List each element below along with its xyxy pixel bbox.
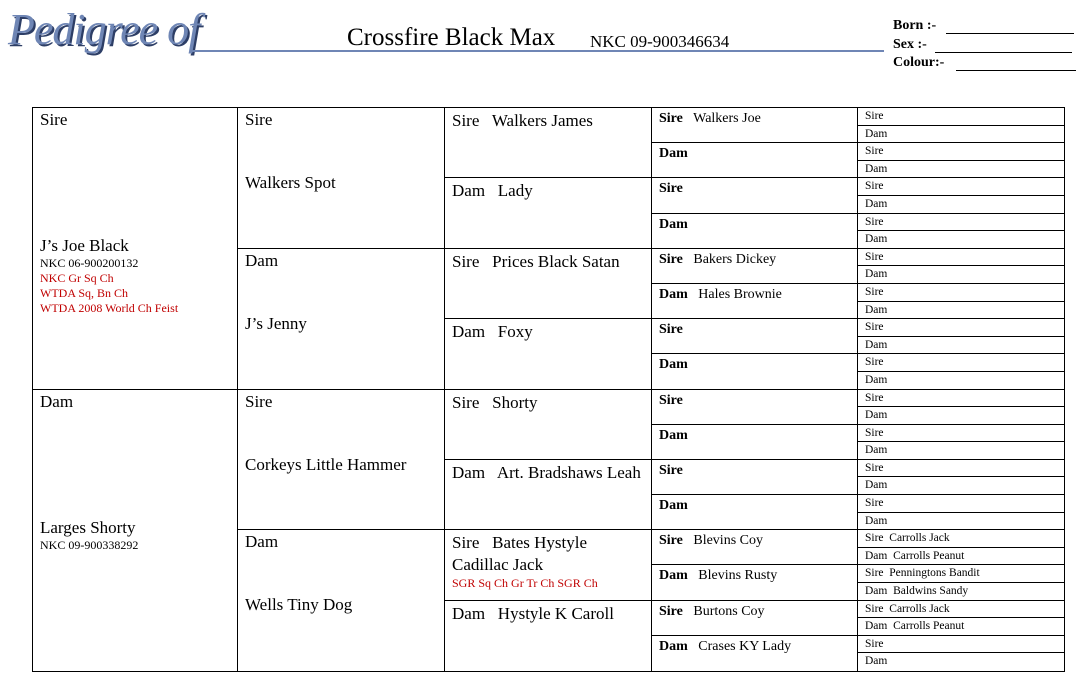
gen5-cell-dam <box>858 653 1064 671</box>
gen4-name: Bakers Dickey <box>693 251 777 267</box>
gen5-cell-dam <box>858 372 1064 390</box>
gen5-cell-dam <box>858 548 1064 566</box>
gen5-role: Dam <box>865 585 888 598</box>
gen4-role: Sire <box>659 251 683 267</box>
gen1-cell-sire <box>33 108 238 390</box>
gen5-role: Sire <box>865 285 884 298</box>
gen1-title: WTDA 2008 World Ch Feist <box>40 301 179 315</box>
gen1-details <box>40 518 138 553</box>
gen3-entry <box>452 532 644 576</box>
gen2-role: Sire <box>245 391 273 411</box>
gen5-role: Sire <box>865 602 884 615</box>
pedigree-title: Pedigree of <box>8 5 200 54</box>
gen4-cell-dam <box>652 495 858 530</box>
gen3-name: Foxy <box>497 322 533 342</box>
gen4-role: Dam <box>659 357 688 373</box>
sex-label: Sex :- <box>893 37 927 52</box>
gen5-cell-dam <box>858 302 1064 320</box>
gen3-role: Dam <box>452 181 486 201</box>
gen3-cell-sire <box>445 390 652 460</box>
gen3-entry <box>452 180 644 202</box>
gen5-cell-sire <box>858 390 1064 408</box>
gen4-name: Blevins Rusty <box>698 568 778 584</box>
gen5-name: Carrolls Jack <box>889 602 950 615</box>
gen3-entry <box>452 462 644 484</box>
gen4-cell-sire <box>652 530 858 565</box>
gen2-role: Dam <box>245 250 279 270</box>
gen5-cell-dam <box>858 583 1064 601</box>
gen2-name: Corkeys Little Hammer <box>245 454 407 474</box>
gen5-cell-dam <box>858 231 1064 249</box>
gen2-cell-dam <box>238 530 445 671</box>
gen4-name: Hales Brownie <box>698 286 782 302</box>
born-label: Born :- <box>893 18 937 33</box>
gen4-cell-dam <box>652 425 858 460</box>
gen4-role: Sire <box>659 111 683 126</box>
gen4-role: Dam <box>659 216 688 232</box>
gen5-role: Dam <box>865 268 888 281</box>
gen4-role: Dam <box>659 146 688 162</box>
gen5-cell-sire <box>858 530 1064 548</box>
gen3-entry <box>452 603 644 625</box>
gen3-role: Dam <box>452 603 486 623</box>
gen2-name: J’s Jenny <box>245 313 307 333</box>
gen4-role: Sire <box>659 603 683 619</box>
gen4-name: Walkers Joe <box>693 111 761 126</box>
gen5-role: Sire <box>865 637 884 650</box>
gen5-cell-sire <box>858 284 1064 302</box>
gen5-role: Dam <box>865 620 888 633</box>
gen5-role: Dam <box>865 303 888 316</box>
gen5-cell-dam <box>858 618 1064 636</box>
gen2-cell-sire <box>238 108 445 249</box>
gen5-role: Sire <box>865 145 884 158</box>
gen3-cell-dam <box>445 601 652 671</box>
gen5-cell-dam <box>858 513 1064 531</box>
gen5-name: Baldwins Sandy <box>893 585 969 598</box>
gen4-cell-sire <box>652 178 858 213</box>
gen3-name: Prices Black Satan <box>492 251 620 271</box>
gen5-role: Dam <box>865 444 888 457</box>
gen3-role: Sire <box>452 533 480 553</box>
gen5-name: Carrolls Peanut <box>893 620 965 633</box>
gen4-name: Crases KY Lady <box>698 638 792 654</box>
gen1-registration: NKC 09-900338292 <box>40 537 139 552</box>
gen3-entry <box>452 392 644 414</box>
gen3-role: Sire <box>452 111 480 130</box>
gen5-role: Dam <box>865 373 888 386</box>
gen3-note: SGR Sq Ch Gr Tr Ch SGR Ch <box>452 576 598 591</box>
gen1-cell-dam <box>33 390 238 672</box>
gen5-cell-dam <box>858 161 1064 179</box>
gen3-cell-dam <box>445 319 652 389</box>
gen5-cell-sire <box>858 108 1064 126</box>
gen3-name: Shorty <box>492 392 538 412</box>
gen5-cell-sire <box>858 636 1064 654</box>
gen5-name: Penningtons Bandit <box>889 567 980 580</box>
gen5-cell-sire <box>858 214 1064 232</box>
gen2-role: Sire <box>245 110 273 129</box>
gen4-cell-dam <box>652 284 858 319</box>
gen5-role: Sire <box>865 215 884 228</box>
gen1-name: Larges Shorty <box>40 517 136 537</box>
gen4-cell-sire <box>652 460 858 495</box>
gen5-cell-dam <box>858 337 1064 355</box>
born-field[interactable] <box>946 33 1074 34</box>
gen3-name: Lady <box>497 181 533 201</box>
gen5-name: Carrolls Jack <box>889 532 950 545</box>
dog-registration: NKC 09-900346634 <box>590 32 730 51</box>
gen5-role: Sire <box>865 567 884 580</box>
gen2-name: Walkers Spot <box>245 173 336 192</box>
dog-name: Crossfire Black Max <box>347 24 556 51</box>
gen4-cell-dam <box>652 214 858 249</box>
gen4-cell-dam <box>652 565 858 600</box>
gen5-role: Sire <box>865 110 884 122</box>
colour-field[interactable] <box>956 70 1076 71</box>
gen4-cell-sire <box>652 249 858 284</box>
gen3-cell-sire <box>445 530 652 600</box>
gen5-cell-dam <box>858 266 1064 284</box>
gen3-entry <box>452 251 644 273</box>
gen2-cell-sire <box>238 390 445 531</box>
gen5-role: Dam <box>865 409 888 422</box>
gen4-cell-dam <box>652 143 858 178</box>
gen5-role: Dam <box>865 127 888 140</box>
gen3-entry <box>452 321 644 343</box>
gen5-role: Dam <box>865 479 888 492</box>
gen4-role: Dam <box>659 498 688 514</box>
gen5-role: Sire <box>865 321 884 334</box>
gen5-role: Dam <box>865 338 888 351</box>
gen5-role: Dam <box>865 655 888 668</box>
gen1-role: Dam <box>40 391 74 411</box>
gen5-role: Dam <box>865 514 888 527</box>
gen4-cell-dam <box>652 354 858 389</box>
gen1-title: WTDA Sq, Bn Ch <box>40 286 129 300</box>
gen5-cell-sire <box>858 143 1064 161</box>
gen3-cell-sire <box>445 249 652 319</box>
gen5-cell-sire <box>858 495 1064 513</box>
gen5-cell-dam <box>858 126 1064 144</box>
gen5-cell-sire <box>858 354 1064 372</box>
gen5-cell-dam <box>858 477 1064 495</box>
gen4-name: Blevins Coy <box>693 533 763 549</box>
colour-label: Colour:- <box>893 55 945 70</box>
gen4-role: Dam <box>659 427 688 443</box>
gen4-role: Sire <box>659 322 683 338</box>
gen5-role: Sire <box>865 180 884 193</box>
gen5-name: Carrolls Peanut <box>893 549 965 562</box>
gen3-cell-dam <box>445 460 652 530</box>
gen4-cell-dam <box>652 636 858 671</box>
pedigree-grid <box>32 107 1065 672</box>
gen3-cell-dam <box>445 178 652 248</box>
gen3-name: Walkers James <box>491 111 593 130</box>
gen5-role: Dam <box>865 549 888 562</box>
gen1-role: Sire <box>40 110 68 129</box>
gen3-name: Bates Hystyle Cadillac Jack <box>452 533 588 575</box>
gen2-role: Dam <box>245 532 279 552</box>
gen5-role: Sire <box>865 356 884 369</box>
gen5-cell-dam <box>858 442 1064 460</box>
gen4-cell-sire <box>652 390 858 425</box>
gen4-cell-sire <box>652 108 858 143</box>
gen5-cell-sire <box>858 425 1064 443</box>
gen5-cell-sire <box>858 565 1064 583</box>
gen3-name: Art. Bradshaws Leah <box>496 462 641 482</box>
gen1-title: NKC Gr Sq Ch <box>40 271 114 285</box>
gen5-cell-sire <box>858 601 1064 619</box>
gen5-cell-dam <box>858 196 1064 214</box>
gen3-role: Sire <box>452 251 480 271</box>
gen3-name: Hystyle K Caroll <box>497 603 614 623</box>
gen1-registration: NKC 06-900200132 <box>40 256 139 270</box>
gen4-cell-sire <box>652 601 858 636</box>
gen4-role: Sire <box>659 533 683 549</box>
gen5-role: Sire <box>865 497 884 510</box>
gen4-role: Dam <box>659 568 688 584</box>
gen5-role: Sire <box>865 461 884 474</box>
gen5-role: Sire <box>865 426 884 439</box>
gen5-role: Sire <box>865 391 884 404</box>
gen5-role: Sire <box>865 250 884 263</box>
gen4-role: Sire <box>659 392 683 408</box>
gen5-cell-sire <box>858 178 1064 196</box>
gen1-name: J’s Joe Black <box>40 236 129 255</box>
gen4-name: Burtons Coy <box>693 603 765 619</box>
gen3-role: Dam <box>452 322 486 342</box>
gen4-cell-sire <box>652 319 858 354</box>
gen2-name: Wells Tiny Dog <box>245 595 353 615</box>
gen4-role: Sire <box>659 462 683 478</box>
gen5-role: Dam <box>865 162 888 175</box>
gen5-cell-dam <box>858 407 1064 425</box>
gen4-role: Dam <box>659 638 688 654</box>
gen3-role: Dam <box>452 462 486 482</box>
sex-field[interactable] <box>935 52 1072 53</box>
gen5-role: Dam <box>865 233 888 246</box>
gen5-cell-sire <box>858 460 1064 478</box>
gen4-role: Dam <box>659 286 688 302</box>
gen4-role: Sire <box>659 181 683 197</box>
gen3-cell-sire <box>445 108 652 178</box>
gen3-entry <box>452 110 644 132</box>
gen5-role: Sire <box>865 532 884 545</box>
gen2-cell-dam <box>238 249 445 390</box>
gen5-cell-sire <box>858 249 1064 267</box>
gen5-role: Dam <box>865 197 888 210</box>
gen5-cell-sire <box>858 319 1064 337</box>
gen1-details <box>40 236 178 316</box>
gen3-role: Sire <box>452 392 480 412</box>
